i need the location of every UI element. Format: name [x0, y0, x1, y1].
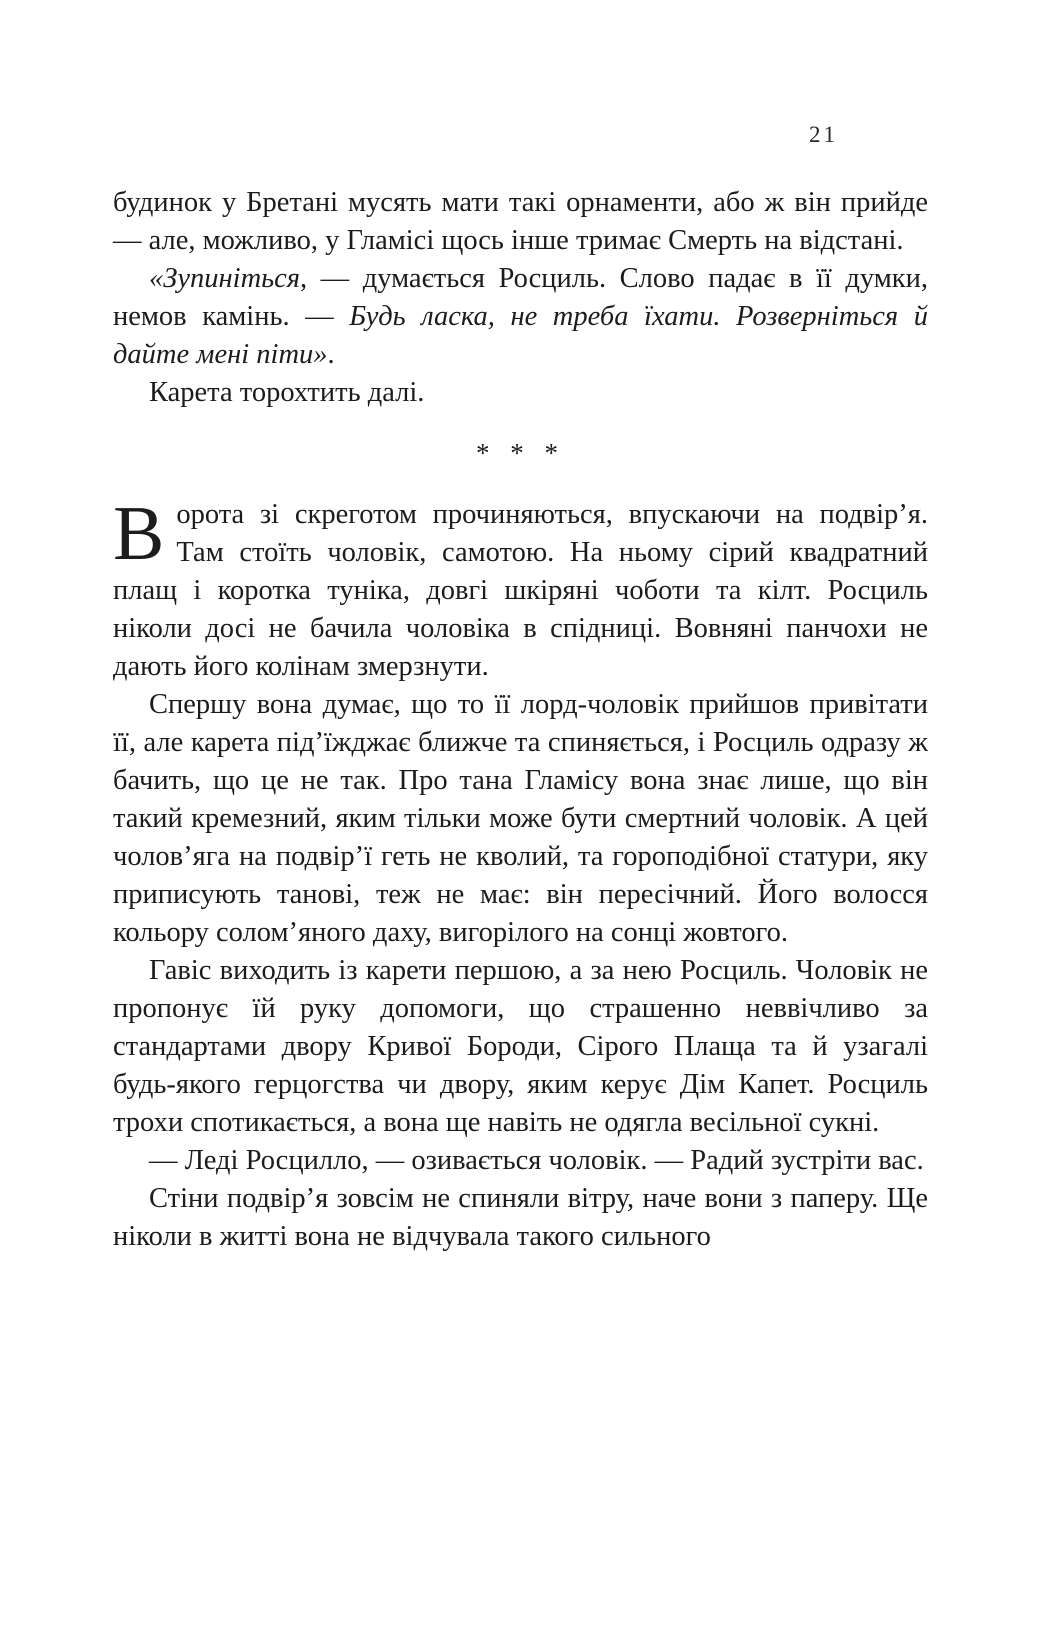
text-segment: — Леді Росцилло, — озивається чоловік. — Радий зустріти вас.: [149, 1145, 924, 1176]
drop-cap-letter: В: [113, 490, 165, 576]
paragraph: [113, 260, 928, 374]
text-segment: , — думається Росциль. Слово падає в її думки, немов камінь. —: [113, 263, 928, 332]
text-segment: Стіни подвір’я зовсім не спиняли вітру, наче вони з паперу. Ще ніколи в житті вона не відчувала такого сильного: [113, 1183, 928, 1252]
paragraph: [113, 1180, 928, 1256]
paragraph: [113, 1142, 928, 1180]
paragraph: [113, 374, 928, 412]
text-segment: орота зі скреготом прочиняються, впускаючи на подвір’я. Там стоїть чоловік, самотою. На ньому сірий квадратний плащ і коротка туніка, довгі шкіряні чоботи та кілт. Росциль ніколи досі не бачила чоловіка в спідниці. Вовняні панчохи не дають його колінам змерзнути.: [113, 499, 928, 682]
section-separator: * * *: [476, 438, 565, 468]
text-segment-italic: «Зупиніться: [149, 263, 301, 294]
page-content: [113, 184, 928, 1256]
text-segment: будинок у Бретані мусять мати такі орнаменти, або ж він прийде — але, можливо, у Гламісі щось інше тримає Смерть на відстані.: [113, 187, 928, 256]
paragraph: [113, 686, 928, 952]
text-segment: Гавіс виходить із карети першою, а за нею Росциль. Чоловік не пропонує їй руку допомоги, що страшенно неввічливо за стандартами двору Кривої Бороди, Сірого Плаща та й узагалі будь-якого герцогства чи двору, яким керує Дім Капет. Росциль трохи спотикається, а вона ще навіть не одягла весільної сукні.: [113, 955, 928, 1138]
page-number: 21: [809, 122, 838, 147]
text-segment-italic: Будь ласка, не треба їхати. Розверніться й дайте мені піти»: [113, 301, 928, 370]
text-segment: Карета торохтить далі.: [149, 377, 425, 408]
paragraph: [113, 184, 928, 260]
text-segment: .: [327, 339, 335, 370]
text-segment: Спершу вона думає, що то її лорд-чоловік прийшов привітати її, але карета під’їжджає ближче та спиняється, і Росциль одразу ж бачить, що це не так. Про тана Гламісу вона знає лише, що він такий кремезний, яким тільки може бути смертний чоловік. А цей чолов’яга на подвір’ї геть не кволий, та гороподібної статури, яку приписують танові, теж не має: він пересічний. Його волосся кольору солом’яного даху, вигорілого на сонці жовтого.: [113, 689, 928, 948]
paragraph-dropcap: [113, 490, 928, 686]
paragraph: [113, 952, 928, 1142]
